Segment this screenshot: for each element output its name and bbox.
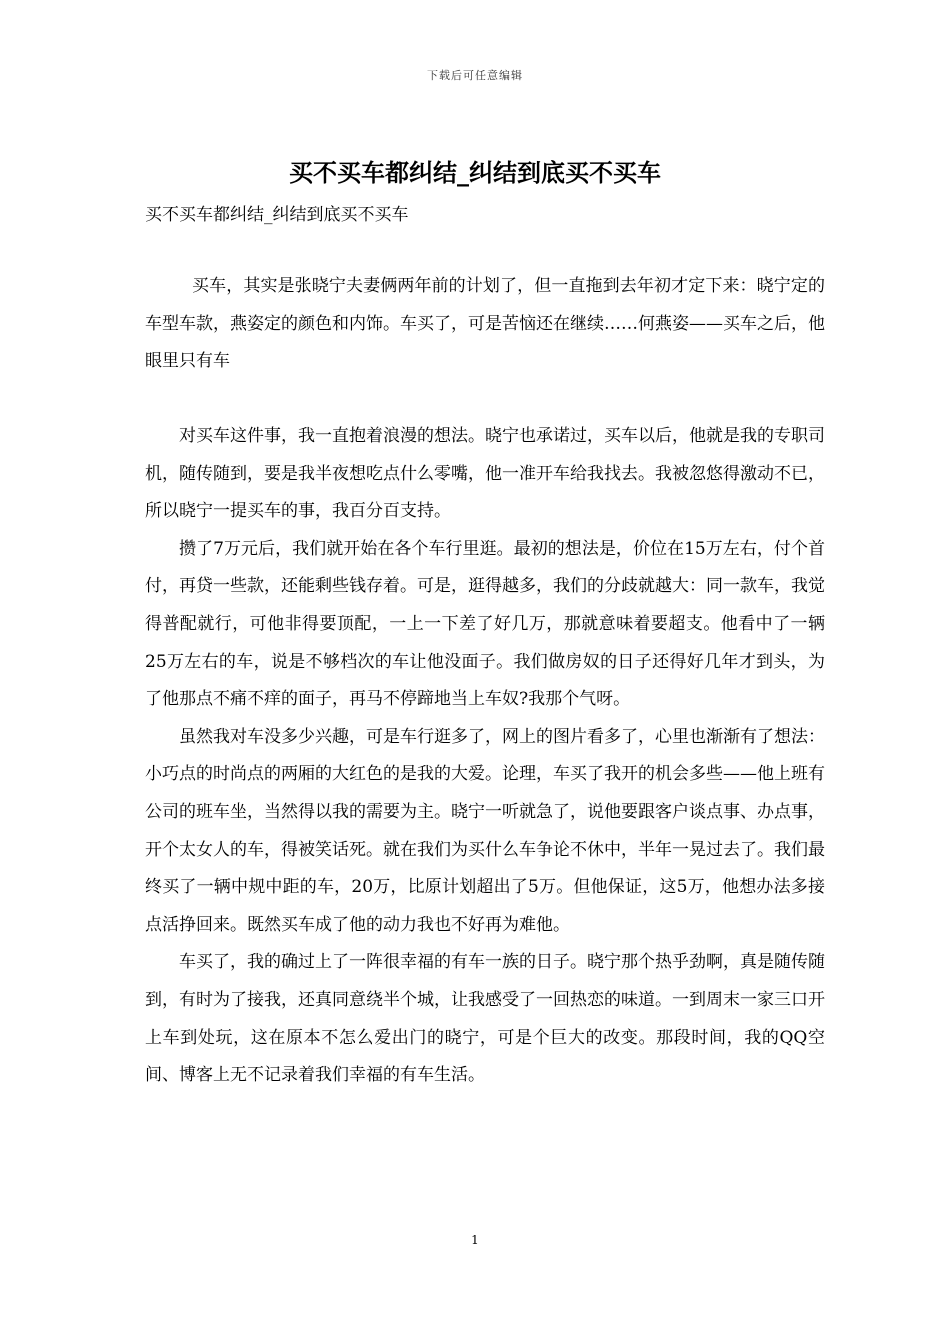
article-body (145, 418, 825, 1095)
body-paragraph: 攒了7万元后，我们就开始在各个车行里逛。最初的想法是，价位在15万左右，付个首付，再贷一些款，还能剩些钱存着。可是，逛得越多，我们的分歧就越大：同一款车，我觉得普配就行，可他非得要顶配，一上一下差了好几万，那就意味着要超支。他看中了一辆25万左右的车，说是不够档次的车让他没面子。我们做房奴的日子还得好几年才到头，为了他那点不痛不痒的面子，再马不停蹄地当上车奴?我那个气呀。 (145, 538, 825, 710)
page-number: 1 (471, 1233, 479, 1247)
intro-paragraph: 买车，其实是张晓宁夫妻俩两年前的计划了，但一直拖到去年初才定下来：晓宁定的车型车款，燕姿定的颜色和内饰。车买了，可是苦恼还在继续……何燕姿——买车之后，他眼里只有车 (145, 276, 825, 372)
body-paragraph: 对买车这件事，我一直抱着浪漫的想法。晓宁也承诺过，买车以后，他就是我的专职司机，随传随到，要是我半夜想吃点什么零嘴，他一准开车给我找去。我被忽悠得激动不已，所以晓宁一提买车的事，我百分百支持。 (145, 426, 825, 522)
page-header-note: 下载后可任意编辑 (427, 69, 523, 82)
document-title: 买不买车都纠结_纠结到底买不买车 (289, 158, 661, 187)
body-paragraph: 虽然我对车没多少兴趣，可是车行逛多了，网上的图片看多了，心里也渐渐有了想法：小巧点的时尚点的两厢的大红色的是我的大爱。论理，车买了我开的机会多些——他上班有公司的班车坐，当然得以我的需要为主。晓宁一听就急了，说他要跟客户谈点事、办点事，开个太女人的车，得被笑话死。就在我们为买什么车争论不休中，半年一晃过去了。我们最终买了一辆中规中距的车，20万，比原计划超出了5万。但他保证，这5万，他想办法多接点活挣回来。既然买车成了他的动力我也不好再为难他。 (145, 726, 825, 935)
body-paragraph: 车买了，我的确过上了一阵很幸福的有车一族的日子。晓宁那个热乎劲啊，真是随传随到，有时为了接我，还真同意绕半个城，让我感受了一回热恋的味道。一到周末一家三口开上车到处玩，这在原本不怎么爱出门的晓宁，可是个巨大的改变。那段时间，我的QQ空间、博客上无不记录着我们幸福的有车生活。 (145, 952, 825, 1086)
document-subtitle: 买不买车都纠结_纠结到底买不买车 (145, 205, 409, 225)
